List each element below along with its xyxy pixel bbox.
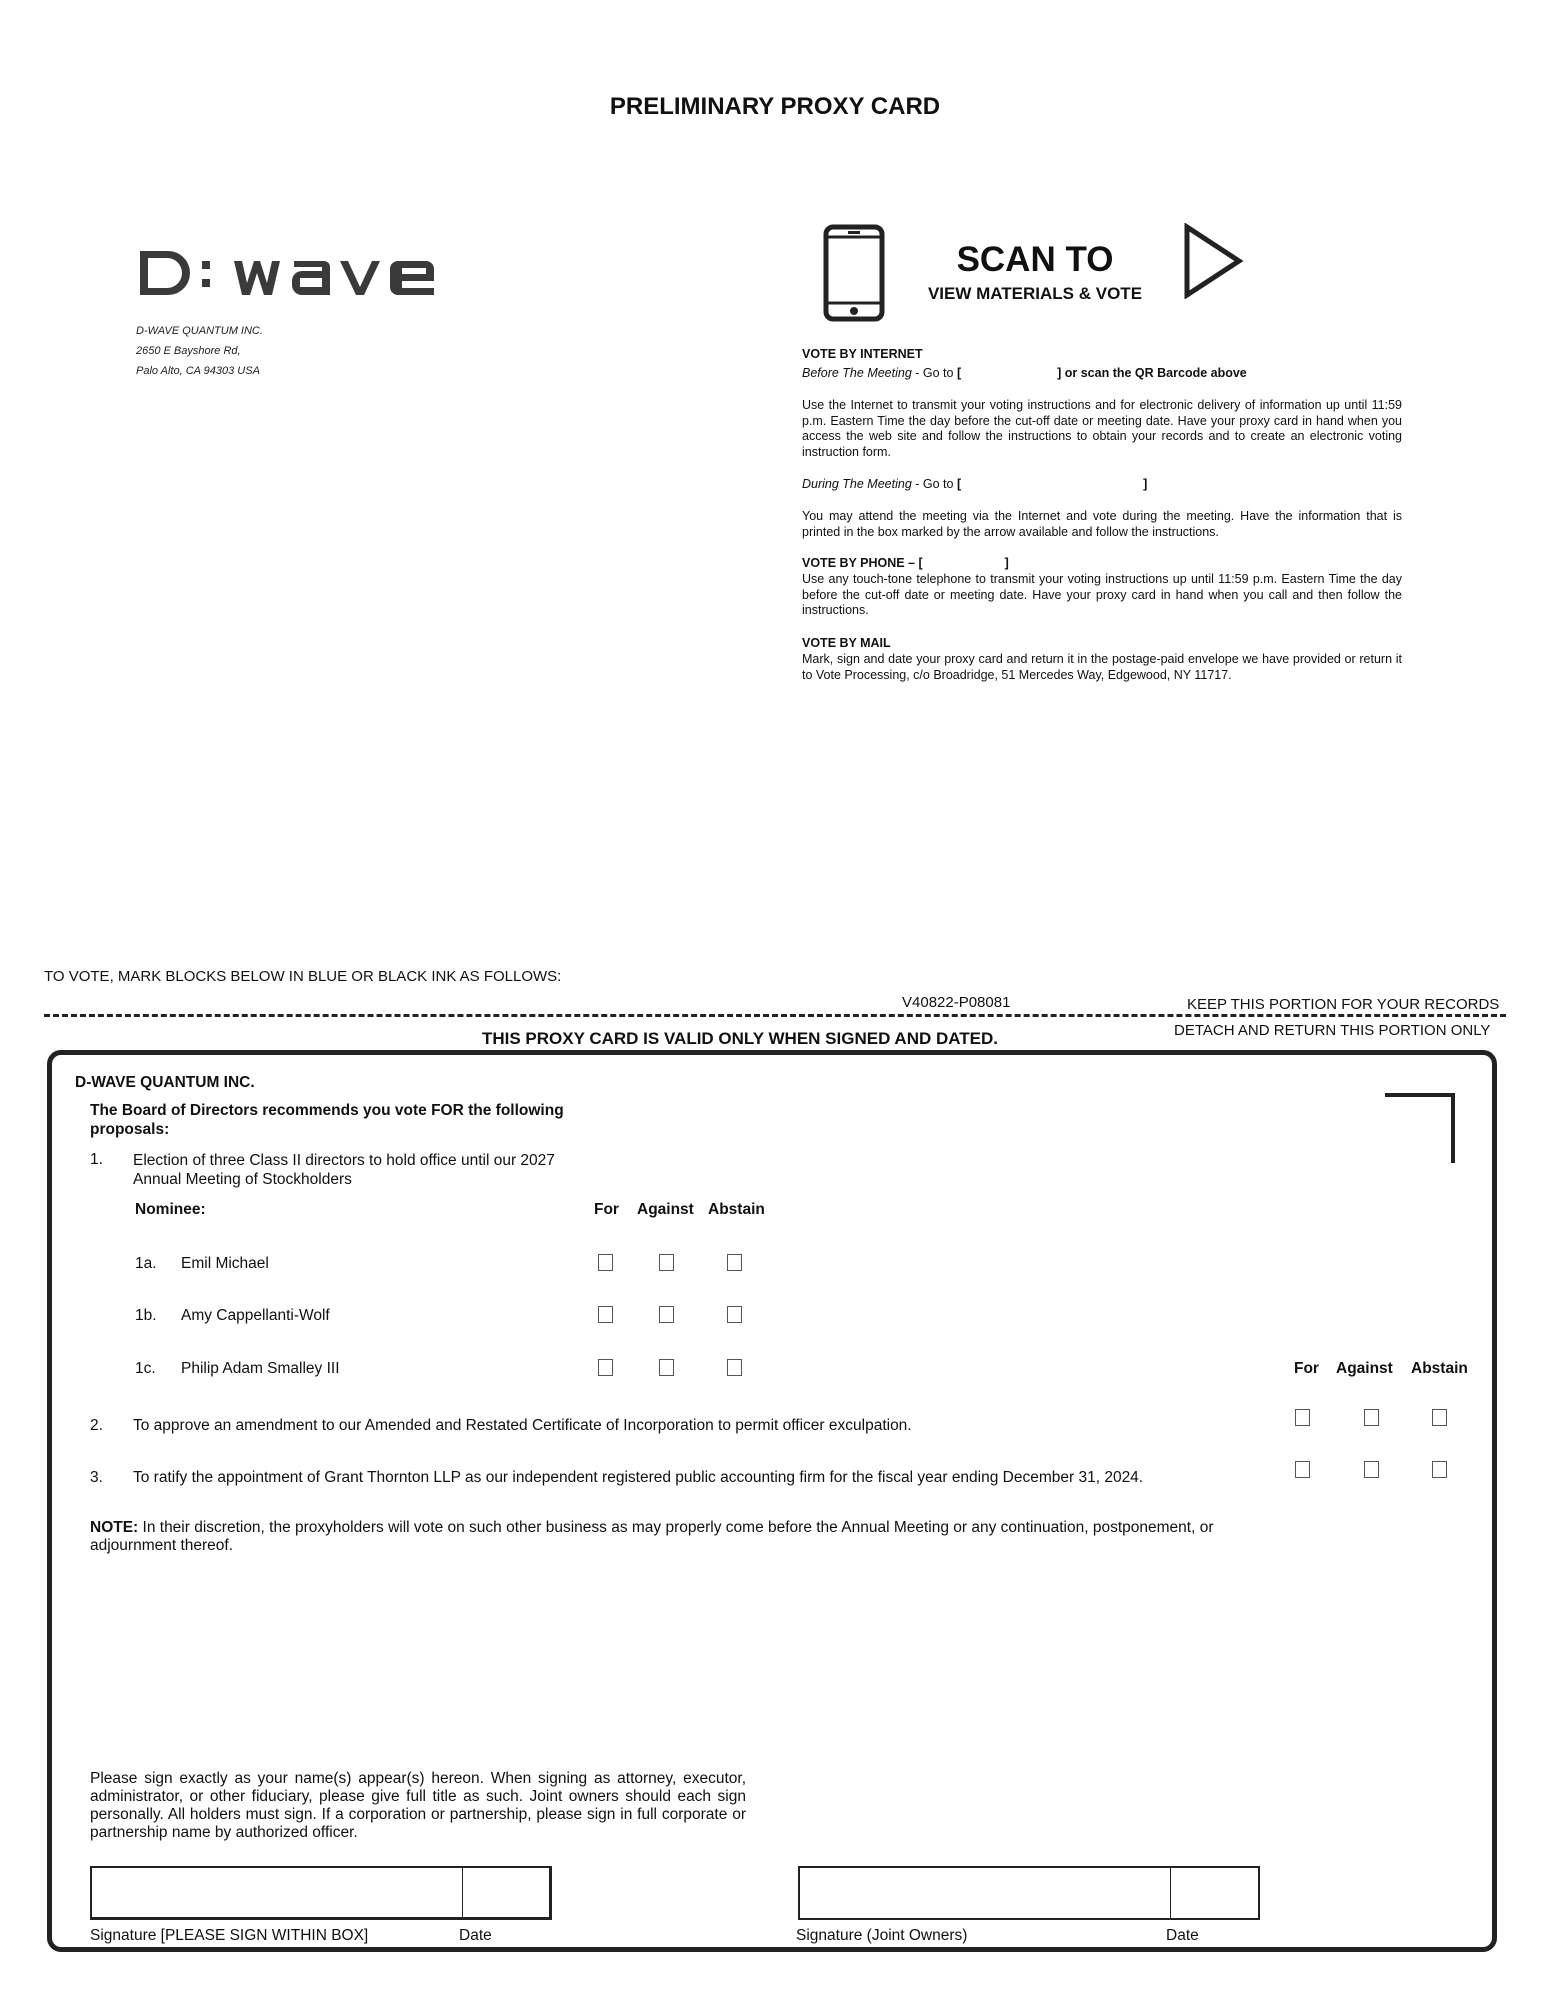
keep-portion-text: KEEP THIS PORTION FOR YOUR RECORDS (1187, 996, 1500, 1013)
col-against-right: Against (1336, 1360, 1393, 1377)
proposal3-abstain-checkbox[interactable] (1432, 1461, 1447, 1478)
during-meeting-text: You may attend the meeting via the Internet and vote during the meeting. Have the information that is printed in the box marked by the arrow available and follow the instructions. (802, 509, 1402, 539)
nominee-id: 1b. (135, 1307, 157, 1324)
proposal2-against-checkbox[interactable] (1364, 1409, 1379, 1426)
nominee-1c-against-checkbox[interactable] (659, 1359, 674, 1376)
col-abstain-right: Abstain (1411, 1360, 1468, 1377)
vote-mail-text: Mark, sign and date your proxy card and return it in the postage-paid envelope we have provided or return it to Vote Processing, c/o Broadridge, 51 Mercedes Way, Edgewood, NY 11717. (802, 652, 1402, 682)
before-meeting-line: Before The Meeting - Go to [ ] or scan the QR Barcode above (802, 366, 1247, 380)
during-meeting-line: During The Meeting - Go to [ ] (802, 477, 1148, 491)
ink-instructions: TO VOTE, MARK BLOCKS BELOW IN BLUE OR BLACK INK AS FOLLOWS: (44, 968, 562, 985)
nominee-name: Philip Adam Smalley III (181, 1360, 340, 1377)
sign-instructions: Please sign exactly as your name(s) appear(s) hereon. When signing as attorney, executor, administrator, or other fiduciary, please give full title as such. Joint owners should each sign personally. All holders must sign. If a corporation or partnership, please sign in full corporate or partnership name by authorized officer. (90, 1770, 746, 1841)
proposal2-for-checkbox[interactable] (1295, 1409, 1310, 1426)
scan-subtitle: VIEW MATERIALS & VOTE (927, 284, 1143, 303)
page-title: PRELIMINARY PROXY CARD (609, 93, 941, 120)
detach-portion-text: DETACH AND RETURN THIS PORTION ONLY (1174, 1022, 1491, 1039)
proposal1-number: 1. (90, 1151, 103, 1168)
note-label: NOTE: (90, 1519, 139, 1536)
triangle-arrow-icon (1183, 223, 1243, 304)
nominee-1c-for-checkbox[interactable] (598, 1359, 613, 1376)
address-line1: 2650 E Bayshore Rd, (136, 345, 241, 357)
card-company: D-WAVE QUANTUM INC. (75, 1074, 255, 1091)
nominee-name: Emil Michael (181, 1255, 269, 1272)
scan-title: SCAN TO (956, 240, 1114, 279)
col-for-right: For (1294, 1360, 1319, 1377)
before-meeting-label: Before The Meeting (802, 366, 912, 380)
col-abstain: Abstain (708, 1201, 765, 1218)
signature-label: Signature [PLEASE SIGN WITHIN BOX] (90, 1927, 369, 1944)
smartphone-icon (823, 224, 885, 327)
joint-date-label: Date (1166, 1927, 1199, 1944)
date-label: Date (459, 1927, 492, 1944)
note-text: In their discretion, the proxyholders will vote on such other business as may properly come before the Annual Meeting or any continuation, postponement, or adjournment thereof. (90, 1519, 1214, 1554)
detach-line (44, 1014, 1506, 1017)
before-meeting-text: Use the Internet to transmit your voting instructions and for electronic delivery of information up until 11:59 p.m. Eastern Time the day before the cut-off date or meeting date. Have your proxy card in hand when you access the web site and follow the instructions to obtain your records and to create an electronic voting instruction form. (802, 398, 1402, 459)
note (90, 1519, 1270, 1555)
board-recommendation: The Board of Directors recommends you vote FOR the following proposals: (90, 1102, 564, 1138)
nominee-1b-against-checkbox[interactable] (659, 1306, 674, 1323)
nominee-1b-abstain-checkbox[interactable] (727, 1306, 742, 1323)
control-code: V40822-P08081 (902, 994, 1011, 1011)
proposal2-abstain-checkbox[interactable] (1432, 1409, 1447, 1426)
joint-signature-label: Signature (Joint Owners) (796, 1927, 968, 1944)
vote-phone-text: Use any touch-tone telephone to transmit your voting instructions up until 11:59 p.m. Eastern Time the day before the cut-off date or meeting date. Have your proxy card in hand when you call and then follow the instructions. (802, 572, 1402, 617)
nominee-1a-for-checkbox[interactable] (598, 1254, 613, 1271)
valid-notice: THIS PROXY CARD IS VALID ONLY WHEN SIGNED AND DATED. (481, 1029, 999, 1048)
col-against: Against (637, 1201, 694, 1218)
col-for: For (594, 1201, 619, 1218)
vote-mail-heading: VOTE BY MAIL (802, 636, 891, 650)
during-meeting-label: During The Meeting (802, 477, 912, 491)
company-name: D-WAVE QUANTUM INC. (136, 325, 263, 337)
proposal3-for-checkbox[interactable] (1295, 1461, 1310, 1478)
proposal2-text: To approve an amendment to our Amended and Restated Certificate of Incorporation to permit officer exculpation. (133, 1417, 912, 1434)
proposal2-number: 2. (90, 1417, 103, 1434)
dwave-logo (136, 247, 494, 304)
vote-phone-heading: VOTE BY PHONE – [ ] (802, 556, 1009, 570)
signature-box[interactable] (90, 1866, 552, 1920)
proposal3-text: To ratify the appointment of Grant Thornton LLP as our independent registered public accounting firm for the fiscal year ending December 31, 2024. (133, 1469, 1144, 1486)
nominee-id: 1c. (135, 1360, 156, 1377)
proposal1-text: Election of three Class II directors to hold office until our 2027 Annual Meeting of Stockholders (133, 1152, 555, 1188)
nominee-id: 1a. (135, 1255, 157, 1272)
nominee-name: Amy Cappellanti-Wolf (181, 1307, 330, 1324)
nominee-1a-against-checkbox[interactable] (659, 1254, 674, 1271)
nominee-1c-abstain-checkbox[interactable] (727, 1359, 742, 1376)
joint-signature-box[interactable] (798, 1866, 1260, 1920)
vote-internet-heading: VOTE BY INTERNET (802, 347, 923, 361)
address-line2: Palo Alto, CA 94303 USA (136, 365, 260, 377)
corner-mark (1385, 1093, 1455, 1163)
nominee-header: Nominee: (135, 1201, 206, 1218)
proposal3-number: 3. (90, 1469, 103, 1486)
proposal3-against-checkbox[interactable] (1364, 1461, 1379, 1478)
nominee-1a-abstain-checkbox[interactable] (727, 1254, 742, 1271)
nominee-1b-for-checkbox[interactable] (598, 1306, 613, 1323)
